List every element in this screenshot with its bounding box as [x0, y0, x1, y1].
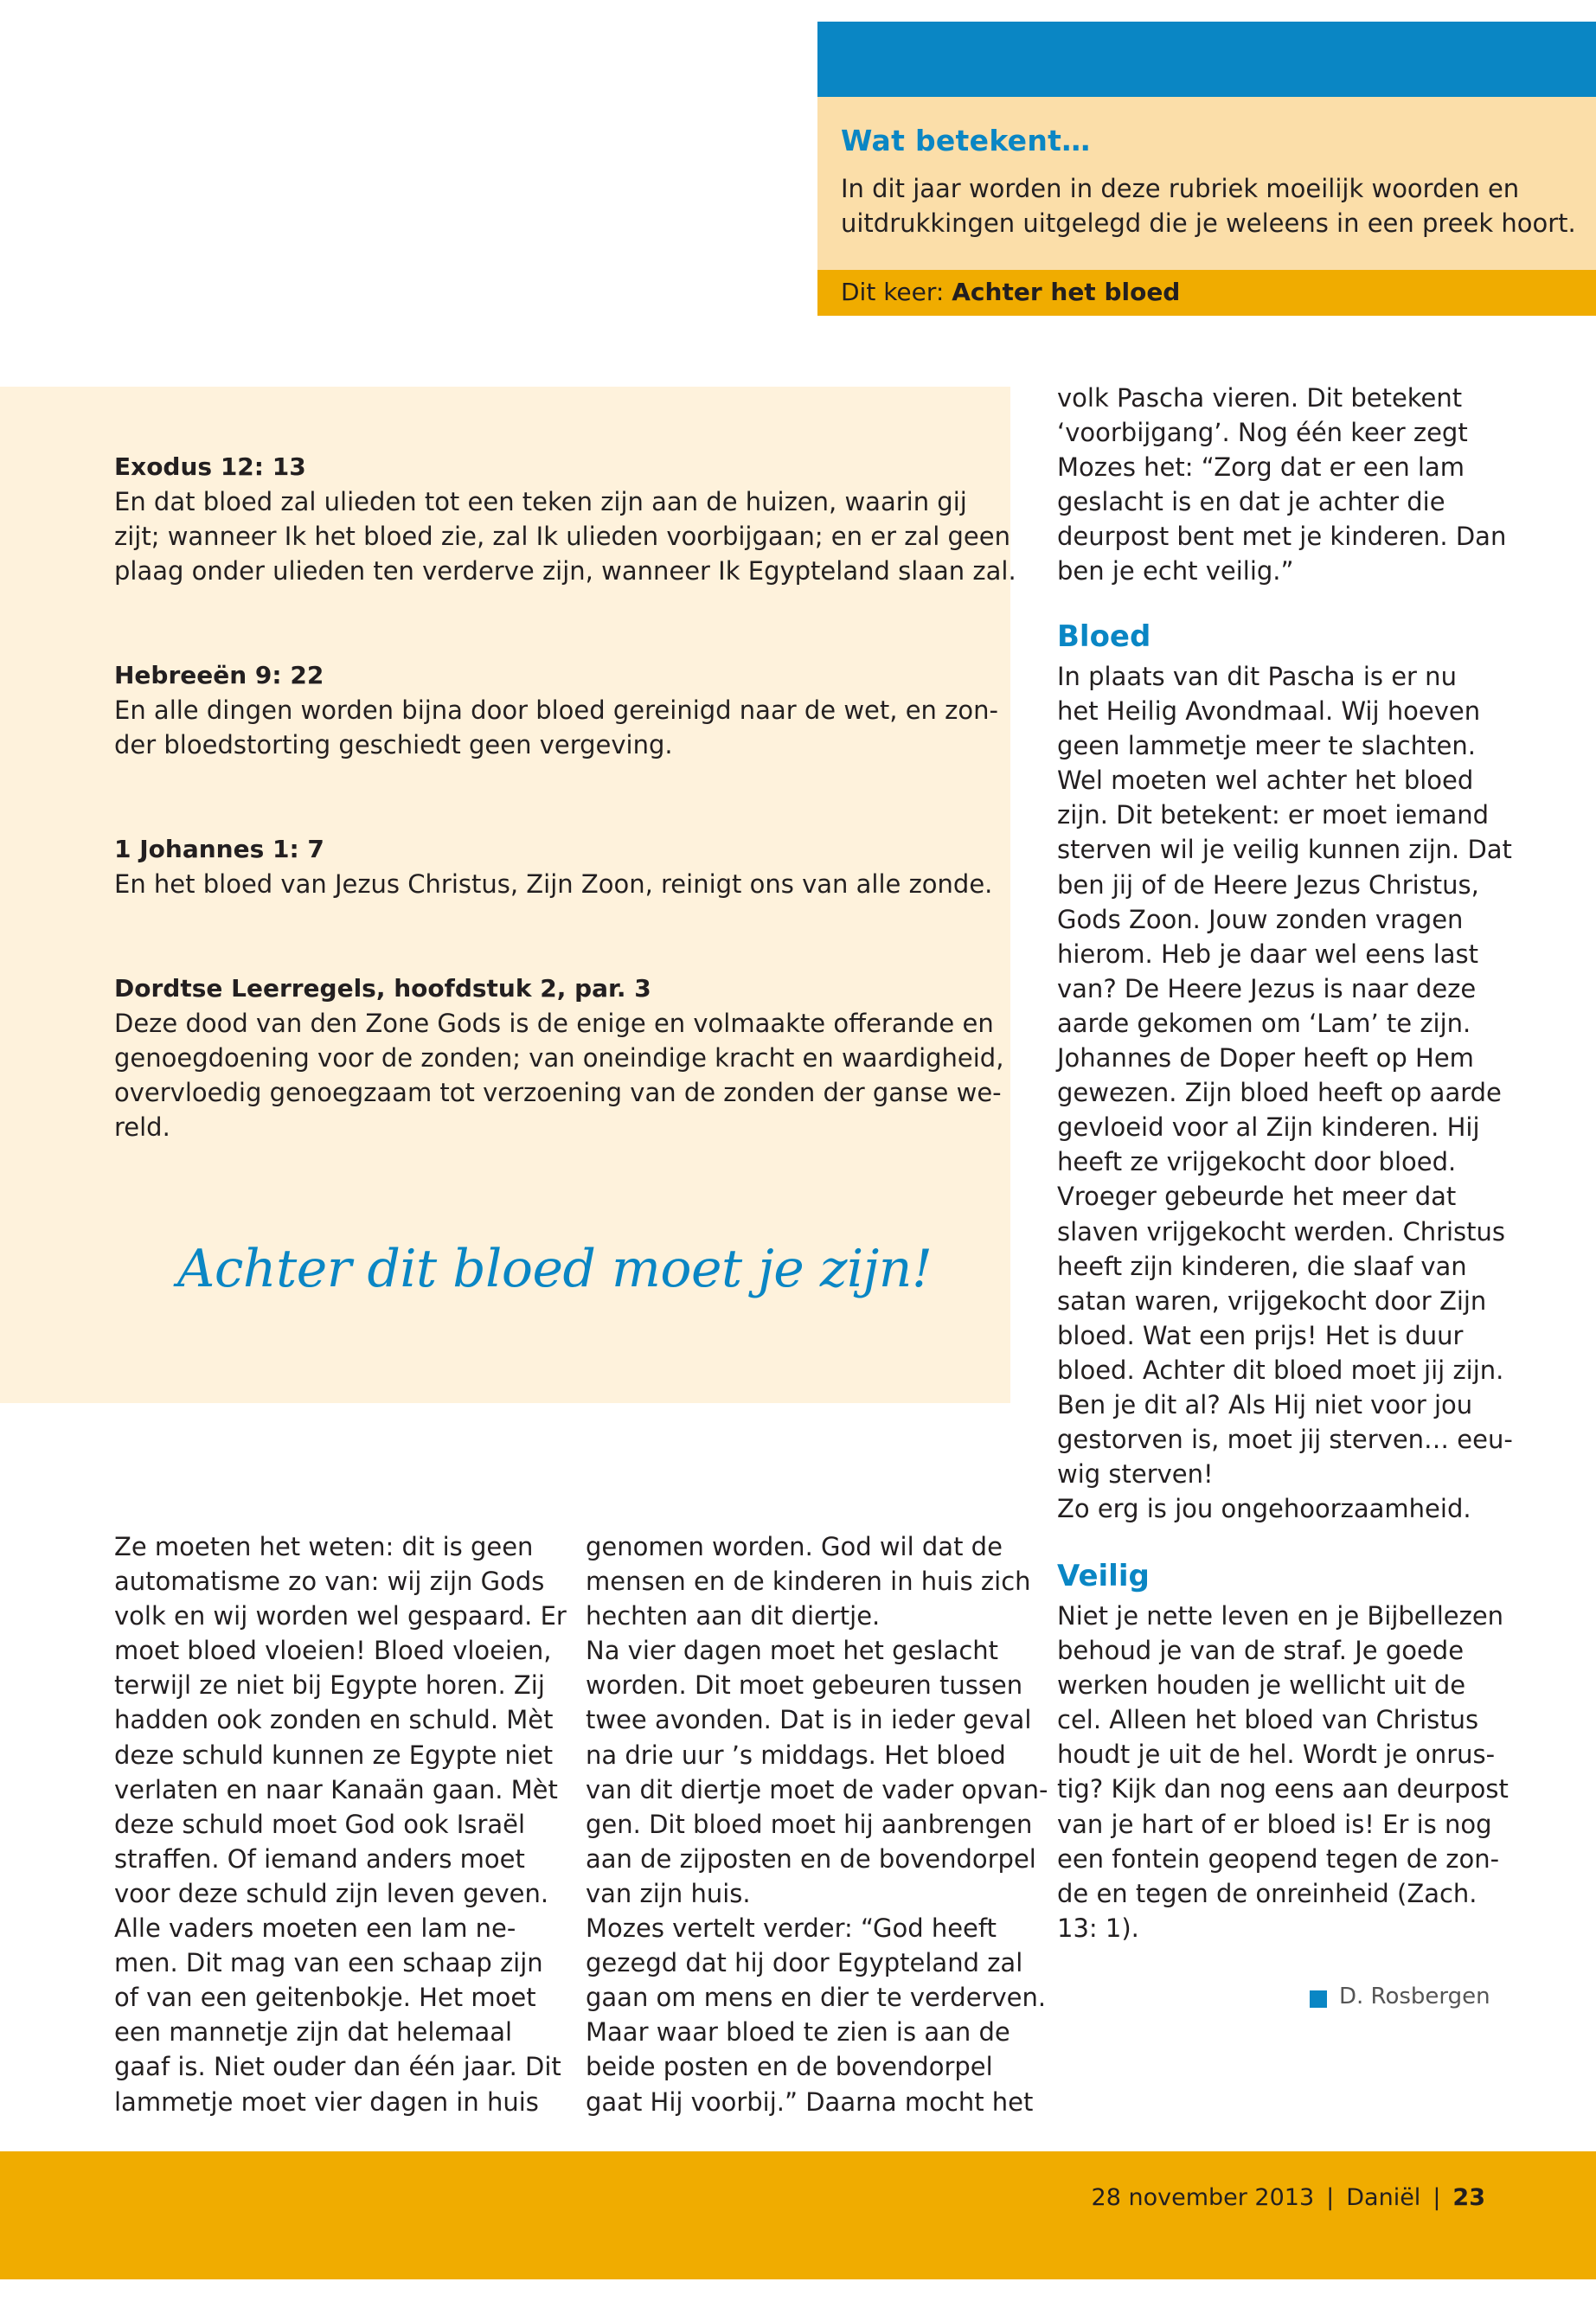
info-box-description-line: In dit jaar worden in deze rubriek moeilijk woorden en: [841, 174, 1520, 203]
author-name: D. Rosbergen: [1339, 1984, 1490, 2009]
body-line: hechten aan dit diertje.: [586, 1601, 881, 1631]
section-heading-veilig: Veilig: [1057, 1559, 1150, 1593]
body-line: van? De Heere Jezus is naar deze: [1057, 973, 1477, 1003]
quote-line: plaag onder ulieden ten verderve zijn, wanneer Ik Egypteland slaan zal.: [114, 556, 1016, 586]
section-veilig-body: [1057, 1599, 1509, 1945]
body-line: wig sterven!: [1057, 1459, 1214, 1490]
body-line: zijn. Dit betekent: er moet iemand: [1057, 800, 1490, 830]
quote-line: overvloedig genoegzaam tot verzoening van de zonden der ganse we-: [114, 1078, 1002, 1107]
info-box-topic: [841, 275, 1180, 310]
body-line: werken houden je wellicht uit de: [1057, 1670, 1466, 1701]
quote-line: Deze dood van den Zone Gods is de enige en volmaakte offerande en: [114, 1009, 994, 1038]
quote-heading: 1 Johannes 1: 7: [114, 835, 324, 863]
body-line: van je hart of er bloed is! Er is nog: [1057, 1809, 1492, 1839]
body-line: deze schuld moet God ook Israël: [114, 1809, 526, 1839]
body-line: ben je echt veilig.”: [1057, 556, 1294, 586]
body-line: twee avonden. Dat is in ieder geval: [586, 1705, 1032, 1735]
body-line: Alle vaders moeten een lam ne-: [114, 1913, 516, 1944]
body-line: gestorven is, moet jij sterven… eeu-: [1057, 1425, 1513, 1455]
pull-quote: Achter dit bloed moet je zijn!: [177, 1239, 933, 1299]
quote-line: genoegdoening voor de zonden; van oneindige kracht en waardigheid,: [114, 1043, 1004, 1073]
body-line: bloed. Achter dit bloed moet jij zijn.: [1057, 1355, 1504, 1385]
body-line: deze schuld kunnen ze Egypte niet: [114, 1740, 554, 1770]
body-line: bloed. Wat een prijs! Het is duur: [1057, 1320, 1464, 1350]
footer-date: 28 november 2013: [1091, 2184, 1315, 2211]
body-line: cel. Alleen het bloed van Christus: [1057, 1705, 1479, 1735]
quote-line: En dat bloed zal ulieden tot een teken zijn aan de huizen, waarin gij: [114, 487, 967, 516]
footer-info: [1092, 2184, 1485, 2211]
body-line: In plaats van dit Pascha is er nu: [1057, 662, 1457, 691]
body-line: houdt je uit de hel. Wordt je onrus-: [1057, 1740, 1496, 1770]
body-line: gaaf is. Niet ouder dan één jaar. Dit: [114, 2052, 561, 2082]
body-line: van zijn huis.: [586, 1878, 751, 1908]
body-line: Wel moeten wel achter het bloed: [1057, 766, 1474, 796]
body-line: terwijl ze niet bij Egypte horen. Zij: [114, 1670, 545, 1701]
body-line: van dit diertje moet de vader opvan-: [586, 1774, 1048, 1804]
body-line: tig? Kijk dan nog eens aan deurpost: [1057, 1774, 1509, 1804]
body-line: aan de zijposten en de bovendorpel: [586, 1843, 1036, 1874]
body-line: geen lammetje meer te slachten.: [1057, 731, 1476, 761]
body-line: een fontein geopend tegen de zon-: [1057, 1843, 1500, 1874]
topic-value: Achter het bloed: [952, 278, 1181, 306]
body-line: of van een geitenbokje. Het moet: [114, 1983, 536, 2013]
body-line: gaat Hij voorbij.” Daarna mocht het: [586, 2086, 1034, 2117]
body-line: genomen worden. God wil dat de: [586, 1532, 1003, 1561]
section-heading-bloed: Bloed: [1057, 619, 1151, 654]
body-line: automatisme zo van: wij zijn Gods: [114, 1567, 545, 1597]
body-line: gen. Dit bloed moet hij aanbrengen: [586, 1809, 1033, 1839]
body-line: volk Pascha vieren. Dit betekent: [1057, 383, 1463, 413]
body-line: heeft zijn kinderen, die slaaf van: [1057, 1251, 1467, 1281]
footer-separator: |: [1326, 2184, 1335, 2211]
body-line: gevloeid voor al Zijn kinderen. Hij: [1057, 1112, 1480, 1143]
body-line: Zo erg is jou ongehoorzaamheid.: [1057, 1494, 1471, 1524]
body-line: Mozes vertelt verder: “God heeft: [586, 1913, 997, 1944]
body-line: na drie uur ’s middags. Het bloed: [586, 1740, 1006, 1770]
page-number: 23: [1452, 2184, 1485, 2211]
body-line: Ben je dit al? Als Hij niet voor jou: [1057, 1389, 1473, 1420]
body-line: satan waren, vrijgekocht door Zijn: [1057, 1285, 1487, 1316]
body-line: het Heilig Avondmaal. Wij hoeven: [1057, 696, 1481, 727]
body-line: heeft ze vrijgekocht door bloed.: [1057, 1147, 1457, 1177]
body-line: de en tegen de onreinheid (Zach.: [1057, 1878, 1477, 1908]
info-box-blue-band: [817, 22, 1596, 97]
body-line: geslacht is en dat je achter die: [1057, 487, 1445, 517]
body-column-2: [586, 1529, 1048, 2119]
body-line: Na vier dagen moet het geslacht: [586, 1636, 999, 1666]
body-line: ‘voorbijgang’. Nog één keer zegt: [1057, 418, 1468, 448]
body-line: gewezen. Zijn bloed heeft op aarde: [1057, 1078, 1502, 1108]
quote-line: zijt; wanneer Ik het bloed zie, zal Ik ulieden voorbijgaan; en er zal geen: [114, 522, 1010, 551]
quote-line: En alle dingen worden bijna door bloed gereinigd naar de wet, en zon-: [114, 695, 998, 725]
quote-heading: Dordtse Leerregels, hoofdstuk 2, par. 3: [114, 974, 651, 1003]
body-line: volk en wij worden wel gespaard. Er: [114, 1601, 567, 1631]
body-line: hierom. Heb je daar wel eens last: [1057, 939, 1479, 969]
body-line: ben jij of de Heere Jezus Christus,: [1057, 869, 1479, 900]
body-line: Mozes het: “Zorg dat er een lam: [1057, 452, 1465, 483]
body-line: gaan om mens en dier te verderven.: [586, 1983, 1047, 2013]
body-line: aarde gekomen om ‘Lam’ te zijn.: [1057, 1008, 1471, 1038]
body-line: hadden ook zonden en schuld. Mèt: [114, 1705, 554, 1735]
body-line: Niet je nette leven en je Bijbellezen: [1057, 1601, 1504, 1631]
section-bloed-body: [1057, 659, 1513, 1526]
body-line: deurpost bent met je kinderen. Dan: [1057, 522, 1507, 552]
body-line: verlaten en naar Kanaän gaan. Mèt: [114, 1774, 558, 1804]
topic-label: Dit keer:: [841, 278, 952, 306]
info-box-title: Wat betekent…: [841, 124, 1091, 157]
body-line: mensen en de kinderen in huis zich: [586, 1567, 1031, 1597]
body-column-1: [114, 1529, 567, 2119]
footer-bar: [0, 2151, 1596, 2279]
info-box-description-line: uitdrukkingen uitgelegd die je weleens in een preek hoort.: [841, 208, 1576, 238]
body-line: sterven wil je veilig kunnen zijn. Dat: [1057, 835, 1512, 865]
body-line: straffen. Of iemand anders moet: [114, 1843, 525, 1874]
quote-heading: Hebreeën 9: 22: [114, 661, 324, 689]
footer-magazine: Daniël: [1346, 2184, 1421, 2211]
body-line: 13: 1).: [1057, 1913, 1139, 1943]
body-line: moet bloed vloeien! Bloed vloeien,: [114, 1636, 552, 1666]
body-line: Vroeger gebeurde het meer dat: [1057, 1182, 1457, 1212]
footer-separator: |: [1433, 2184, 1441, 2211]
body-line: Gods Zoon. Jouw zonden vragen: [1057, 904, 1464, 934]
body-line: lammetje moet vier dagen in huis: [114, 2086, 539, 2117]
body-line: men. Dit mag van een schaap zijn: [114, 1948, 543, 1978]
quote-heading: Exodus 12: 13: [114, 452, 306, 481]
body-column-3-intro: [1057, 381, 1506, 589]
quote-line: En het bloed van Jezus Christus, Zijn Zoon, reinigt ons van alle zonde.: [114, 869, 993, 899]
body-line: voor deze schuld zijn leven geven.: [114, 1878, 549, 1908]
body-line: behoud je van de straf. Je goede: [1057, 1636, 1465, 1666]
quote-line: reld.: [114, 1112, 170, 1142]
body-line: slaven vrijgekocht werden. Christus: [1057, 1216, 1506, 1247]
body-line: Johannes de Doper heeft op Hem: [1057, 1043, 1474, 1074]
body-line: beide posten en de bovendorpel: [586, 2052, 993, 2082]
body-line: gezegd dat hij door Egypteland zal: [586, 1948, 1023, 1978]
body-line: een mannetje zijn dat helemaal: [114, 2017, 513, 2048]
body-line: Ze moeten het weten: dit is geen: [114, 1532, 534, 1561]
body-line: worden. Dit moet gebeuren tussen: [586, 1670, 1023, 1701]
author-square-icon: [1310, 1990, 1327, 2008]
body-line: Maar waar bloed te zien is aan de: [586, 2017, 1010, 2048]
quote-line: der bloedstorting geschiedt geen vergeving.: [114, 730, 673, 760]
